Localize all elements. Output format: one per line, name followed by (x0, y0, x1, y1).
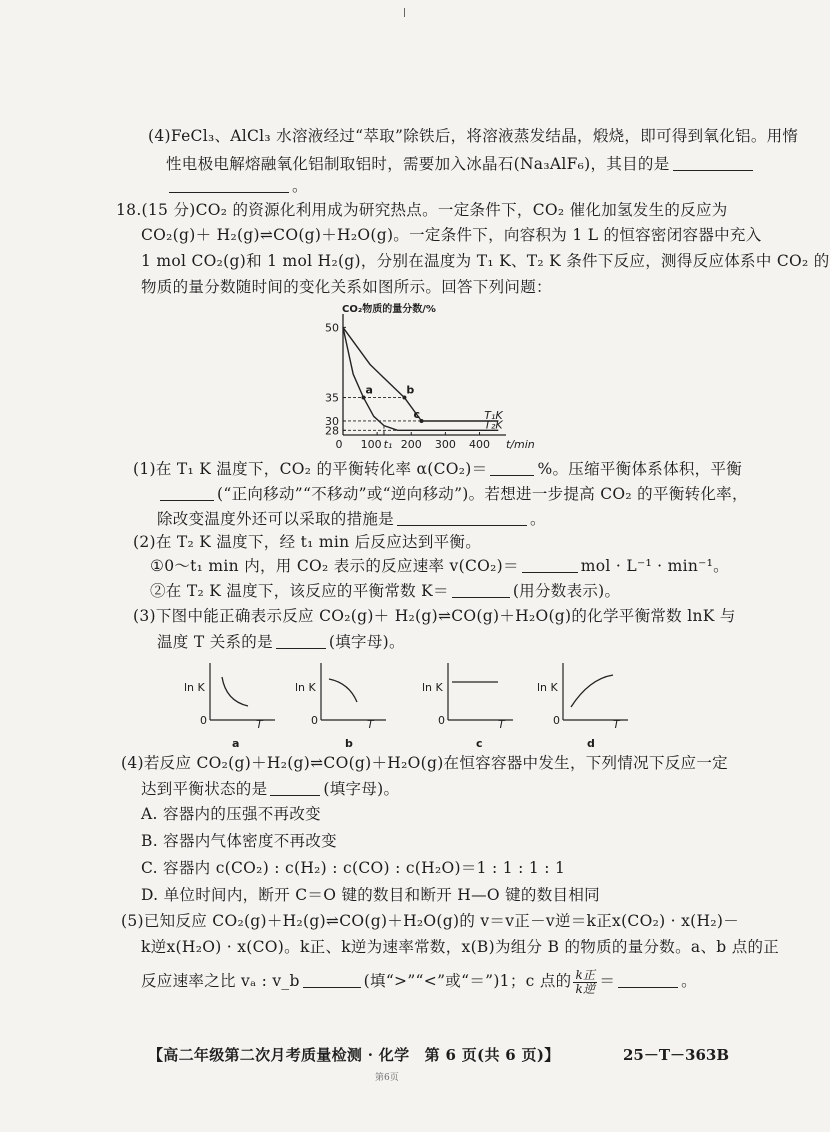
x-tick-label: t₁ (383, 438, 393, 451)
q18-intro-line1: 18.(15 分)CO₂ 的资源化利用成为研究热点。一定条件下，CO₂ 催化加氢发生的反应为 (116, 201, 728, 219)
t-axis-label: T (367, 718, 374, 731)
origin-label: 0 (438, 714, 445, 727)
series-t1-line (343, 327, 498, 421)
point-label-a: a (365, 383, 373, 397)
t-axis-label: T (498, 718, 505, 731)
option-d: D. 单位时间内，断开 C＝O 键的数目和断开 H—O 键的数目相同 (141, 886, 600, 904)
q17-part4-line3-end: 。 (292, 177, 308, 195)
series-t2-label: T₂K (484, 418, 503, 432)
q18-p4-text-b2: (填字母)。 (323, 780, 400, 798)
q18-p5-text-c3: ＝ (599, 972, 616, 990)
lnk-axis-label: ln K (295, 681, 316, 694)
q18-p2-line1: (2)在 T₂ K 温度下，经 t₁ min 后反应达到平衡。 (133, 533, 482, 551)
q18-intro-line4: 物质的量分数随时间的变化关系如图所示。回答下列问题： (141, 278, 552, 296)
fraction-denominator: k逆 (575, 981, 596, 996)
answer-blank[interactable] (618, 986, 678, 988)
q18-p2-text-b1: ①0～t₁ min 内，用 CO₂ 表示的反应速率 v(CO₂)＝ (150, 557, 519, 575)
series-t1-label: T₁K (484, 408, 503, 422)
q18-p4-line1: (4)若反应 CO₂(g)＋H₂(g)⇌CO(g)＋H₂O(g)在恒容容器中发生，下列情况下反应一定 (121, 754, 728, 772)
y-tick-label: 50 (325, 321, 339, 335)
t-axis-label: T (256, 718, 263, 731)
lnk-axis-label: ln K (184, 681, 205, 694)
y-tick-label: 35 (325, 391, 339, 405)
y-tick-label: 28 (325, 424, 339, 438)
chart-caption: b (345, 737, 353, 750)
answer-blank[interactable] (276, 647, 326, 649)
answer-blank[interactable] (673, 169, 753, 171)
point-label-b: b (406, 383, 415, 397)
q17-part4-line2-text: 性电极电解熔融氧化铝制取铝时，需要加入冰晶石(Na₃AlF₆)，其目的是 (166, 155, 670, 173)
x-tick-label: 300 (434, 438, 456, 451)
q18-p1-text-c: (“正向移动”“不移动”或“逆向移动”)。若想进一步提高 CO₂ 的平衡转化率， (217, 485, 748, 503)
x-tick-label: 200 (400, 438, 422, 451)
answer-blank[interactable] (169, 191, 289, 193)
origin-label: 0 (553, 714, 560, 727)
lnk-axis-label: ln K (537, 681, 558, 694)
answer-blank[interactable] (160, 499, 214, 501)
q18-p3-line2 (157, 627, 405, 657)
lnk-chart-b (291, 655, 401, 755)
lnk-chart-c (418, 655, 528, 755)
q18-p1-text-e: 。 (530, 510, 546, 528)
q18-p5-line2: k逆x(H₂O) · x(CO)。k正、k逆为速率常数，x(B)为组分 B 的物质的量分数。a、b 点的正 (141, 938, 780, 956)
q18-p5-text-c2: (填“>”“<”或“＝”)1；c 点的 (363, 972, 572, 990)
y-tick-label: 30 (325, 414, 339, 428)
q18-p2-text-c1: ②在 T₂ K 温度下，该反应的平衡常数 K＝ (150, 582, 449, 600)
q18-intro-line2: CO₂(g)＋ H₂(g)⇌CO(g)＋H₂O(g)。一定条件下，向容积为 1 L 的恒容密闭容器中充入 (141, 226, 762, 244)
lnk-chart-d (533, 655, 643, 755)
q18-p4-text-b1: 达到平衡状态的是 (141, 780, 268, 798)
q18-p2-text-c2: (用分数表示)。 (512, 582, 621, 600)
q18-p2-text-b2: mol · L⁻¹ · min⁻¹。 (580, 557, 729, 575)
fraction-numerator: k正 (575, 967, 596, 982)
bottom-mark: 第6页 (375, 1073, 399, 1083)
x-tick-label: 0 (335, 438, 343, 451)
top-mark (404, 8, 405, 17)
q18-p5-line3 (141, 966, 697, 996)
q18-p1-text-b: %。压缩平衡体系体积，平衡 (537, 460, 743, 478)
lnk-chart-a (180, 655, 290, 755)
chart-caption: c (476, 737, 483, 750)
answer-blank[interactable] (270, 794, 320, 796)
answer-blank[interactable] (490, 474, 534, 476)
q18-p3-line1: (3)下图中能正确表示反应 CO₂(g)＋ H₂(g)⇌CO(g)＋H₂O(g)的化学平衡常数 lnK 与 (133, 607, 736, 625)
point-c (420, 419, 424, 423)
series-t2-line (343, 327, 498, 430)
chart-title: CO₂物质的量分数/% (342, 304, 436, 315)
x-tick-label: 400 (469, 438, 491, 451)
point-label-c: c (413, 407, 421, 421)
q17-part4-line1: (4)FeCl₃、AlCl₃ 水溶液经过“萃取”除铁后，将溶液蒸发结晶，煅烧，即可得到氧化铝。用惰 (148, 127, 799, 145)
q18-p5-line1: (5)已知反应 CO₂(g)＋H₂(g)⇌CO(g)＋H₂O(g)的 v＝v正－v逆＝k正x(CO₂) · x(H₂)－ (121, 912, 740, 930)
page-footer: 【高二年级第二次月考质量检测 · 化学 第 6 页(共 6 页)】 (148, 1046, 560, 1064)
chart-caption: a (232, 737, 240, 750)
answer-blank[interactable] (303, 986, 361, 988)
q18-intro-line3: 1 mol CO₂(g)和 1 mol H₂(g)，分别在温度为 T₁ K、T₂ K 条件下反应，测得反应体系中 CO₂ 的 (141, 252, 830, 270)
lnk-axis-label: ln K (422, 681, 443, 694)
option-c: C. 容器内 c(CO₂) : c(H₂) : c(CO) : c(H₂O)＝1 : 1 : 1 : 1 (141, 859, 566, 877)
option-b: B. 容器内气体密度不再改变 (141, 832, 337, 850)
answer-blank[interactable] (397, 524, 527, 526)
option-a: A. 容器内的压强不再改变 (141, 805, 321, 823)
co2-fraction-chart (310, 300, 535, 455)
answer-blank[interactable] (522, 571, 578, 573)
x-tick-label: 100 (360, 438, 382, 451)
t-axis-label: T (613, 718, 620, 731)
rate-constant-fraction (573, 969, 597, 996)
q18-p1-text-d: 除改变温度外还可以采取的措施是 (157, 510, 395, 528)
exam-code: 25－T－363B (623, 1046, 730, 1064)
origin-label: 0 (311, 714, 318, 727)
origin-label: 0 (200, 714, 207, 727)
answer-blank[interactable] (452, 596, 510, 598)
x-axis-label: t/min (506, 438, 535, 451)
q18-p5-text-c1: 反应速率之比 vₐ : v_b (141, 972, 300, 990)
q18-p3-text-b1: 温度 T 关系的是 (157, 633, 273, 651)
chart-caption: d (587, 737, 595, 750)
q18-p3-text-b2: (填字母)。 (328, 633, 405, 651)
q18-p1-text-a: (1)在 T₁ K 温度下，CO₂ 的平衡转化率 α(CO₂)＝ (133, 460, 488, 478)
q18-p5-text-c4: 。 (681, 972, 697, 990)
